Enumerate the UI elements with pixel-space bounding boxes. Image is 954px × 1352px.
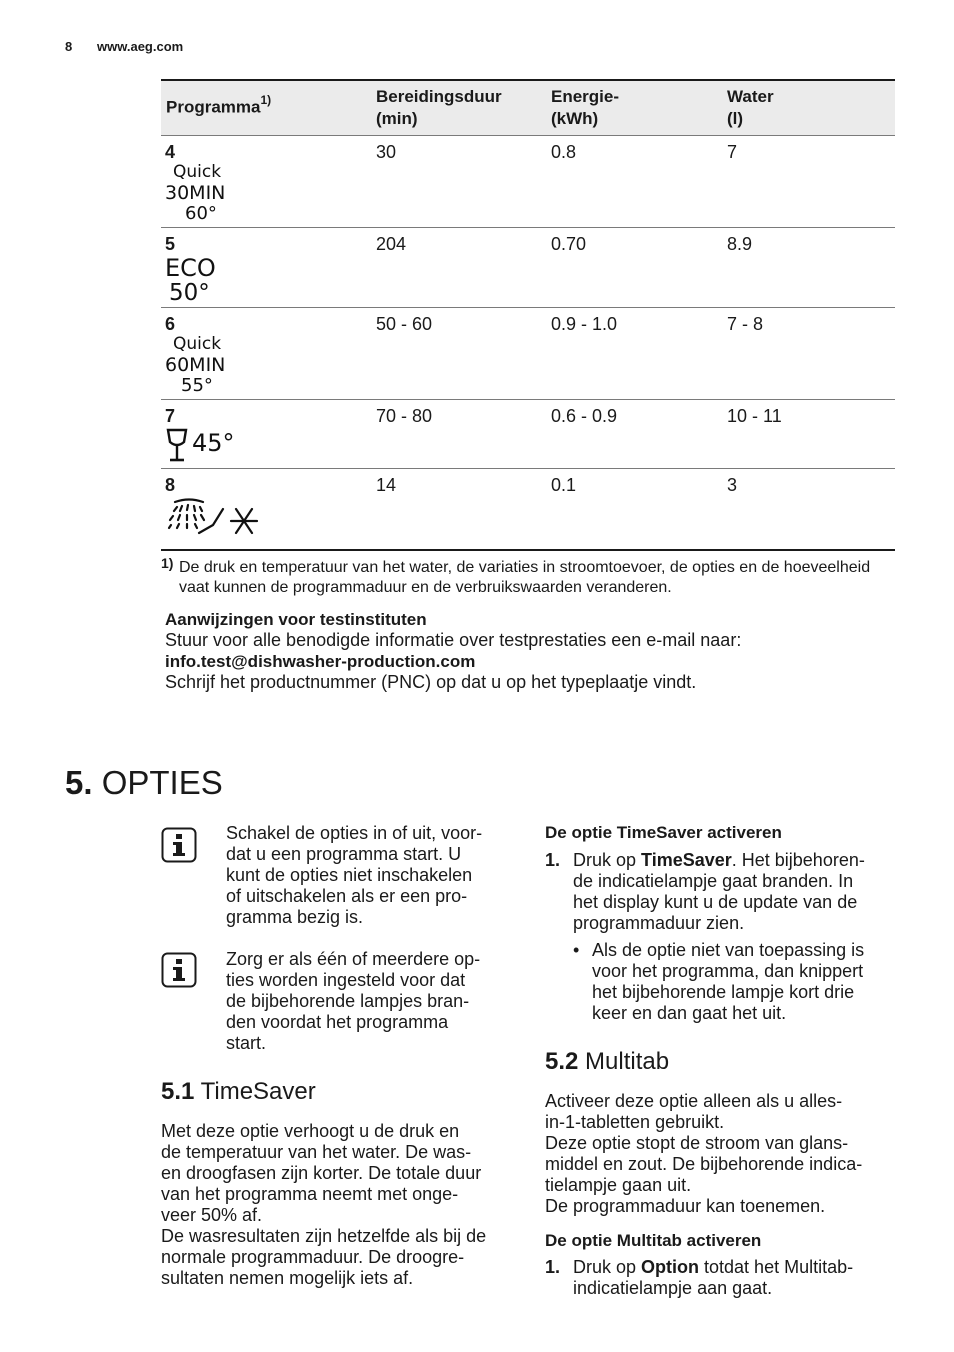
program-number: 4: [165, 142, 176, 162]
water-value: 10 - 11: [727, 406, 782, 426]
section-number: 5.: [65, 764, 93, 801]
header-program: Programma$^{1)}$: [166, 93, 272, 117]
energy-value: 0.9 - 1.0: [551, 314, 618, 334]
water-value: 3: [727, 475, 738, 495]
program-symbol-quick: Quick: [173, 334, 222, 354]
step-number: 1.: [545, 1257, 561, 1277]
section-title-text: OPTIES: [101, 764, 223, 801]
glass-icon: [165, 428, 189, 464]
timesaver-bullet-text: Als de optie niet van toepassing is voor het programma, dan knippert het bijbehorende lampje kort drie keer en dan gaat het uit.: [592, 940, 865, 1023]
water-value: 7 - 8: [727, 314, 764, 334]
program-symbol-eco: ECO: [165, 254, 216, 282]
table-header-row: [161, 81, 895, 135]
program-symbol-temp: 55°: [181, 375, 213, 396]
header-duration: Bereidingsduur (min): [376, 87, 502, 128]
step-number: 1.: [545, 850, 561, 870]
program-symbol-time: 30MIN: [165, 182, 226, 204]
program-number: 6: [165, 314, 176, 334]
program-table: [161, 79, 895, 551]
duration-value: 204: [376, 234, 407, 254]
info-icon: [161, 827, 197, 863]
table-row: [161, 135, 895, 227]
multitab-heading: 5.2 Multitab: [545, 1048, 670, 1075]
water-value: 8.9: [727, 234, 753, 254]
timesaver-heading: 5.1 TimeSaver: [161, 1078, 316, 1105]
header-energy: Energie- (kWh): [551, 87, 620, 128]
table-footnote: [161, 553, 891, 596]
duration-value: 30: [376, 142, 397, 162]
section-title: [65, 764, 223, 802]
footnote-ref: 1): [260, 93, 272, 107]
timesaver-body: Met deze optie verhoogt u de druk en de temperatuur van het water. De was- en droogfasen zijn korter. De totale duur van het programma neemt met onge- veer 50% af. De wasresultaten zijn hetzelfde als bij de normale programmaduur. De droogre- sultaten nemen mogelijk iets af.: [161, 1121, 487, 1288]
program-number: 8: [165, 475, 176, 495]
energy-value: 0.1: [551, 475, 577, 495]
duration-value: 14: [376, 475, 397, 495]
header-water: Water (l): [727, 87, 774, 128]
table-row: [161, 399, 895, 468]
info-note: Schakel de opties in of uit, voor- dat u een programma start. U kunt de opties niet inschakelen of uitschakelen als er een pro- gramma bezig is.: [226, 823, 483, 927]
test-institutes-heading: Aanwijzingen voor testinstituten: [165, 610, 427, 629]
duration-value: 70 - 80: [376, 406, 433, 426]
timesaver-step: Druk op TimeSaver. Het bijbehoren- de indicatielampje gaat branden. In het display kunt u de update van de programmaduur zien.: [573, 850, 865, 933]
table-row: [161, 227, 895, 307]
duration-value: 50 - 60: [376, 314, 433, 334]
multitab-step: Druk op Option totdat het Multitab- indicatielampje aan gaat.: [573, 1257, 854, 1298]
water-value: 7: [727, 142, 738, 162]
energy-value: 0.70: [551, 234, 587, 254]
program-symbol-temp: 60°: [185, 203, 217, 224]
table-row: [161, 468, 895, 549]
footnote-marker: 1): [161, 555, 174, 571]
program-symbol-quick: Quick: [173, 162, 222, 182]
rinse-spray-icon: [165, 497, 265, 537]
test-institutes-line2: Schrijf het productnummer (PNC) op dat u op het typeplaatje vindt.: [165, 672, 697, 692]
table-row: [161, 307, 895, 399]
timesaver-activate-heading: De optie TimeSaver activeren: [545, 823, 782, 842]
footnote-text: De druk en temperatuur van het water, de variaties in stroomtoevoer, de opties en de hoeveelheid vaat kunnen de programmaduur en de verbruikswaarden veranderen.: [179, 559, 871, 596]
program-symbol-time: 60MIN: [165, 354, 226, 376]
test-institutes-block: [165, 609, 905, 693]
program-symbol-temp: 45°: [192, 429, 235, 457]
multitab-activate-heading: De optie Multitab activeren: [545, 1231, 762, 1250]
table-bottom-rule: [161, 549, 895, 551]
website-url: www.aeg.com: [97, 39, 184, 54]
test-institutes-line1: Stuur voor alle benodigde informatie over testprestaties een e-mail naar:: [165, 630, 742, 650]
program-number: 7: [165, 406, 176, 426]
energy-value: 0.6 - 0.9: [551, 406, 618, 426]
bullet: •: [573, 940, 580, 960]
energy-value: 0.8: [551, 142, 577, 162]
info-note: Zorg er als één of meerdere op- ties worden ingesteld voor dat de bijbehorende lampjes bran- den voordat het programma start.: [226, 949, 481, 1053]
program-symbol-temp: 50°: [169, 280, 210, 306]
multitab-body: Activeer deze optie alleen als u alles- in-1-tabletten gebruikt. Deze optie stopt de stroom van glans- middel en zout. De bijbehorende indica- tielampje gaan uit. De programmaduur kan toenemen.: [545, 1091, 863, 1216]
test-email: info.test@dishwasher-production.com: [165, 652, 476, 671]
page-number: 8: [65, 39, 73, 54]
info-icon: [161, 952, 197, 988]
program-number: 5: [165, 234, 176, 254]
